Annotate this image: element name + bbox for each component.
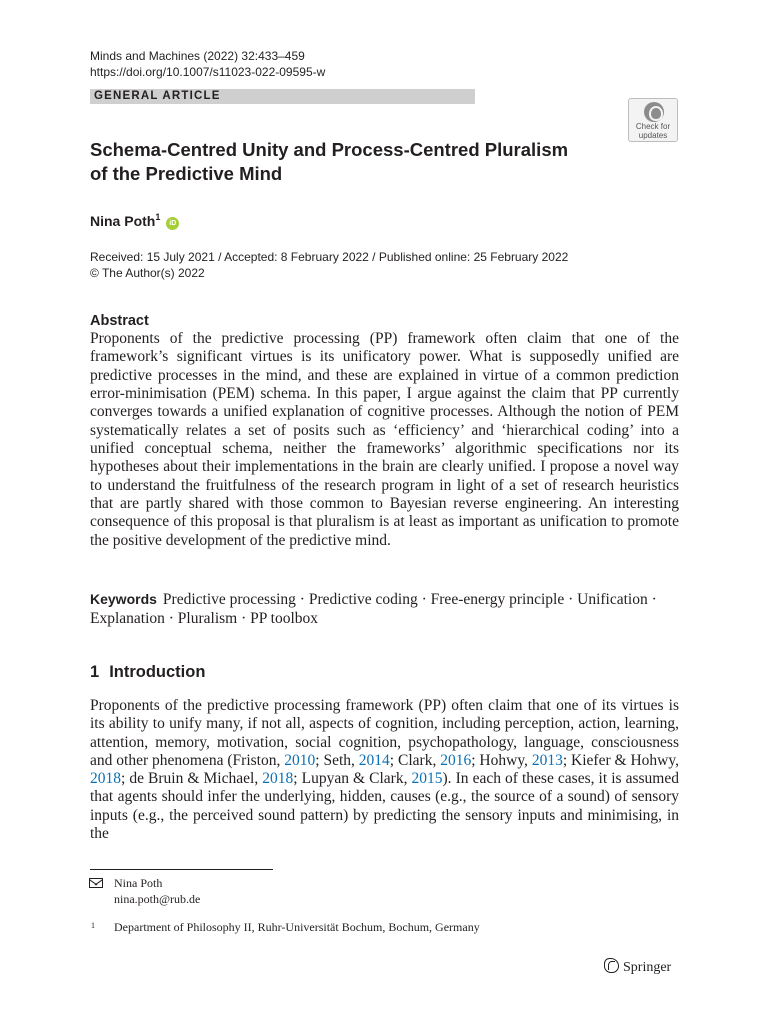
- intro-text: ). In each of these cases, it is assumed that agents should infer the underlying, hidden, causes (e.g., the source of a sound) of sensory inputs (e.g., the perceived sound pattern) by predicting the sensory inputs and minimising, in the: [90, 770, 679, 843]
- check-for-updates-button[interactable]: [628, 98, 678, 142]
- title-line-2: of the Predictive Mind: [90, 162, 283, 184]
- citation-link[interactable]: 2015: [411, 770, 443, 788]
- paper-title: [90, 138, 650, 185]
- citation-link[interactable]: 2014: [358, 751, 390, 769]
- journal-citation: Minds and Machines (2022) 32:433–459: [90, 49, 305, 63]
- corresponding-name: Nina Poth: [114, 876, 163, 890]
- intro-text: ; de Bruin & Michael,: [121, 770, 263, 788]
- author-line: [90, 208, 179, 230]
- orcid-icon[interactable]: iD: [166, 217, 179, 230]
- intro-text: ; Seth,: [315, 751, 359, 769]
- keywords-label: Keywords: [90, 591, 157, 607]
- introduction-paragraph: [90, 697, 679, 843]
- affiliation: Department of Philosophy II, Ruhr-Universität Bochum, Bochum, Germany: [114, 920, 480, 934]
- abstract-text: Proponents of the predictive processing (PP) framework often claim that one of the framework’s significant virtues is its unificatory power. What is supposedly unified are predictive processes in the mind, and these are explained in virtue of a common prediction error-minimisation (PEM) schema. In this paper, I argue against the claim that PP currently converges towards a unified explanation of cognitive processes. Although the notion of PEM systematically relates a set of posits such as ‘efficiency’ and ‘hierarchical coding’ into a unified conceptual schema, neither the frameworks’ algorithmic specifications nor its hypotheses about their implementations in the brain are clearly unified. I propose a novel way to understand the fruitfulness of the research program in light of a set of research heuristics that are partly shared with those common to Bayesian reverse engineering. An interesting consequence of this proposal is that pluralism is at least as important as unification to promote the positive development of the predictive mind.: [90, 330, 679, 549]
- intro-text: ; Hohwy,: [471, 751, 532, 769]
- section-title: Introduction: [109, 663, 206, 681]
- affiliation-number: 1: [91, 921, 95, 930]
- section-number: 1: [90, 663, 100, 681]
- citation-link[interactable]: 2010: [284, 751, 316, 769]
- bookmark-icon: [644, 102, 664, 122]
- title-line-1: Schema-Centred Unity and Process-Centred Pluralism: [90, 139, 569, 160]
- intro-text: Proponents of the predictive processing framework (PP) often claim that one of its virtues is its ability to unify many, if not all, aspects of cognition, including perception, action, learning, attention, memory, motivation, social cognition, psychopathology, language, consciousness and other phenomena (Friston,: [90, 697, 679, 769]
- section-heading: [90, 662, 205, 682]
- envelope-icon: [89, 878, 103, 888]
- abstract-heading: Abstract: [90, 313, 149, 329]
- corresponding-author: [114, 876, 200, 907]
- keywords-list: Predictive processing · Predictive coding · Free-energy principle · Unification · Explanation · Pluralism · PP toolbox: [90, 591, 657, 627]
- citation-link[interactable]: 2018: [90, 770, 121, 788]
- date-history: Received: 15 July 2021 / Accepted: 8 February 2022 / Published online: 25 February 2022: [90, 250, 569, 264]
- intro-text: ; Kiefer & Hohwy,: [562, 751, 679, 769]
- intro-text: ; Clark,: [389, 751, 441, 769]
- corresponding-email[interactable]: nina.poth@rub.de: [114, 891, 201, 906]
- author-name[interactable]: Nina Poth: [90, 213, 156, 229]
- citation-link[interactable]: 2018: [262, 770, 294, 788]
- citation-link[interactable]: 2013: [531, 751, 563, 769]
- springer-horse-icon: [604, 958, 619, 973]
- affiliation-marker: 1: [155, 212, 161, 222]
- publication-dates: [90, 250, 568, 281]
- doi-link[interactable]: https://doi.org/10.1007/s11023-022-09595-w: [90, 65, 326, 79]
- citation-link[interactable]: 2016: [440, 751, 472, 769]
- footnote-divider: [90, 869, 273, 870]
- article-type-banner: GENERAL ARTICLE: [90, 89, 475, 104]
- intro-text: ; Lupyan & Clark,: [293, 770, 412, 788]
- publisher-name: Springer: [623, 960, 672, 975]
- check-for-updates-label: Check for updates: [635, 122, 671, 140]
- publisher-logo: [604, 958, 671, 977]
- copyright: © The Author(s) 2022: [90, 265, 205, 280]
- journal-header: [90, 48, 325, 80]
- keywords: [90, 590, 679, 628]
